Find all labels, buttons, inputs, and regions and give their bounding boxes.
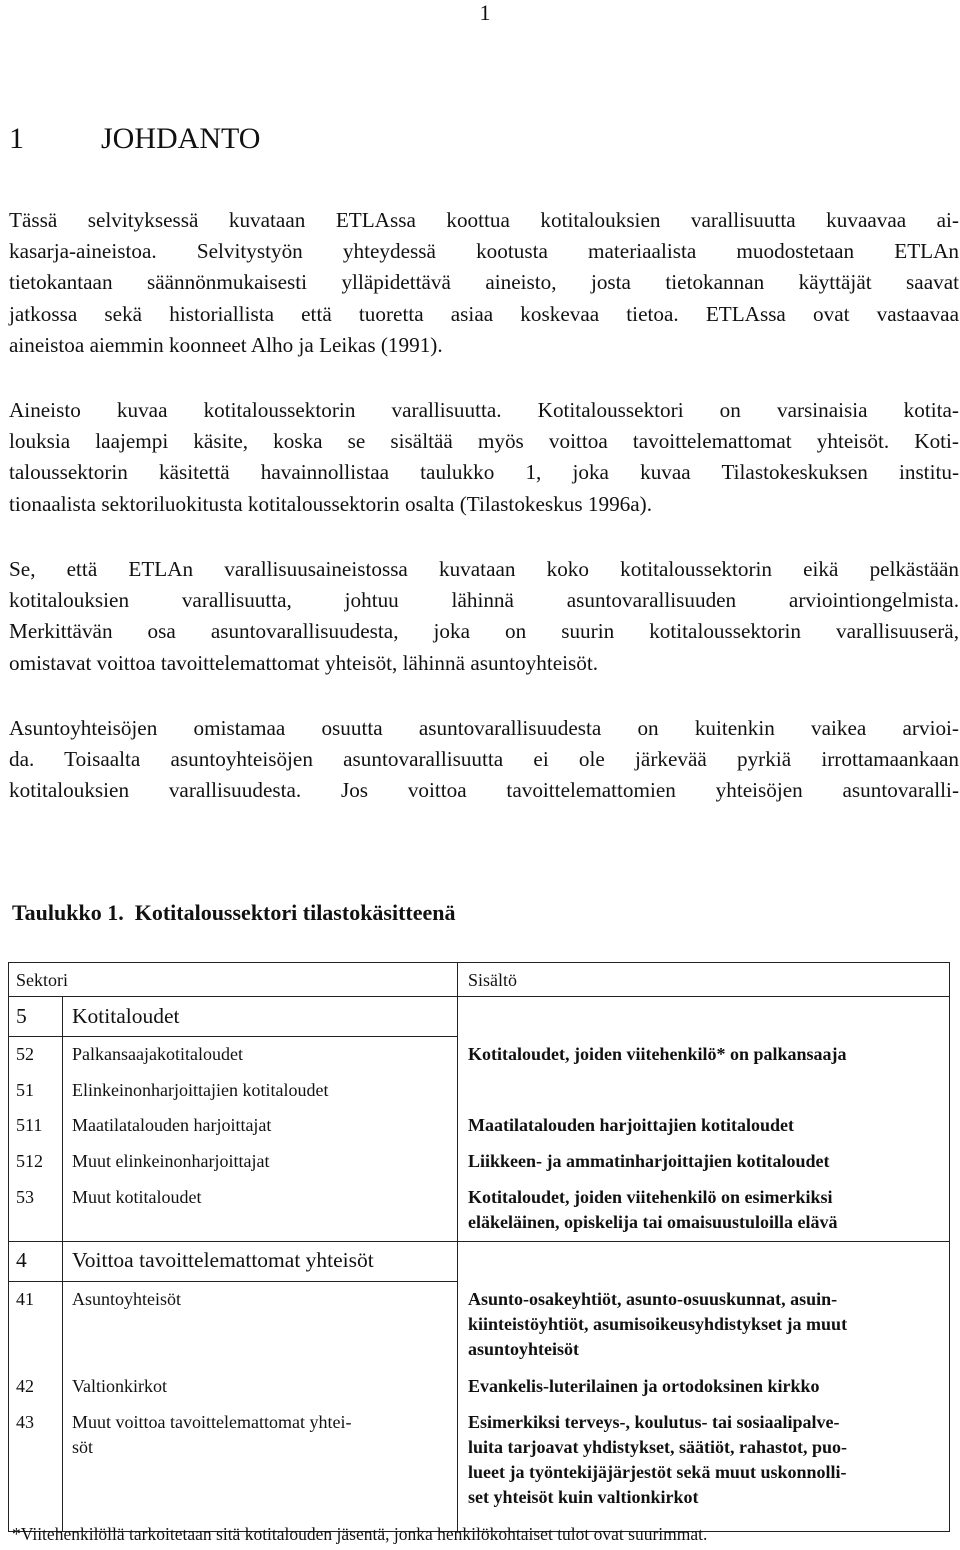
text-line: taloussektorin käsitettä havainnollistaa taulukko 1, joka kuvaa Tilastokeskuksen institu- xyxy=(9,460,959,485)
paragraph-2 xyxy=(9,395,959,520)
row-code: 53 xyxy=(16,1187,34,1207)
row-name: Muut elinkeinonharjoittajat xyxy=(72,1151,270,1171)
column-divider xyxy=(62,996,63,1532)
text-line: tietokantaan säännönmukaisesti ylläpidettävä aineisto, josta tietokannan käyttäjät saavat xyxy=(9,270,959,295)
row-content: eläkeläinen, opiskelija tai omaisuustuloilla elävä xyxy=(468,1212,838,1232)
table-title: Taulukko 1. Kotitaloussektori tilastokäsitteenä xyxy=(12,900,456,925)
row-name: Muut voittoa tavoittelemattomat yhtei- xyxy=(72,1412,352,1432)
chapter-number: 1 xyxy=(9,122,24,155)
paragraph-1 xyxy=(9,205,959,361)
row-content: kiinteistöyhtiöt, asumisoikeusyhdistykset ja muut xyxy=(468,1314,848,1334)
text-line: kasarja-aineistoa. Selvitystyön yhteydessä kootusta materiaalista muodostetaan ETLAn xyxy=(9,239,959,264)
chapter-title: JOHDANTO xyxy=(101,122,261,155)
header-content: Sisältö xyxy=(468,970,518,990)
row-content: lueet ja työntekijäjärjestöt sekä muut uskonnolli- xyxy=(468,1462,847,1482)
row-content: luita tarjoavat yhdistykset, säätiöt, rahastot, puo- xyxy=(468,1437,848,1457)
row-content: Maatilatalouden harjoittajien kotitaloudet xyxy=(468,1115,794,1135)
row-content: Asunto-osakeyhtiöt, asunto-osuuskunnat, asuin- xyxy=(468,1289,838,1309)
paragraph-4 xyxy=(9,713,959,807)
row-code: 512 xyxy=(16,1151,43,1171)
row-content: Liikkeen- ja ammatinharjoittajien kotitaloudet xyxy=(468,1151,830,1171)
text-line: tionaalista sektoriluokitusta kotitaloussektorin osalta (Tilastokeskus 1996a). xyxy=(9,491,653,516)
row-name: Voittoa tavoittelemattomat yhteisöt xyxy=(72,1248,374,1272)
row-code: 4 xyxy=(16,1248,27,1272)
row-code: 5 xyxy=(16,1004,27,1028)
table-footnote: *Viitehenkilöllä tarkoitetaan sitä kotitalouden jäsentä, jonka henkilökohtaiset tulot ovat suurimmat. xyxy=(12,1524,708,1544)
row-content: Evankelis-luterilainen ja ortodoksinen kirkko xyxy=(468,1376,820,1396)
text-line: Se, että ETLAn varallisuusaineistossa kuvataan koko kotitaloussektorin eikä pelkästään xyxy=(9,557,959,581)
text-line: Aineisto kuvaa kotitaloussektorin varallisuutta. Kotitaloussektori on varsinaisia kotita- xyxy=(9,398,959,422)
chapter-heading xyxy=(9,122,260,156)
paragraph-3 xyxy=(9,554,959,679)
header-sector: Sektori xyxy=(16,970,68,990)
row-code: 52 xyxy=(16,1044,34,1064)
row-content: set yhteisöt kuin valtionkirkot xyxy=(468,1487,699,1507)
row-content: Kotitaloudet, joiden viitehenkilö on esimerkiksi xyxy=(468,1187,833,1207)
page-number: 1 xyxy=(479,0,491,25)
row-code: 42 xyxy=(16,1376,34,1396)
row-code: 43 xyxy=(16,1412,34,1432)
row-name: Asuntoyhteisöt xyxy=(72,1289,182,1309)
row-name: Valtionkirkot xyxy=(72,1376,167,1396)
header-divider xyxy=(8,996,950,997)
row-name: Palkansaajakotitaloudet xyxy=(72,1044,243,1064)
row-divider xyxy=(8,1036,457,1037)
row-code: 51 xyxy=(16,1080,34,1100)
row-content: asuntoyhteisöt xyxy=(468,1339,580,1359)
text-line: Asuntoyhteisöjen omistamaa osuutta asuntovarallisuudesta on kuitenkin vaikea arvioi- xyxy=(9,716,959,740)
text-line: Tässä selvityksessä kuvataan ETLAssa koottua kotitalouksien varallisuutta kuvaavaa ai- xyxy=(9,208,959,232)
row-content: Kotitaloudet, joiden viitehenkilö* on palkansaaja xyxy=(468,1044,847,1064)
text-line: da. Toisaalta asuntoyhteisöjen asuntovarallisuutta ei ole järkevää pyrkiä irrottamaankaan xyxy=(9,747,959,772)
row-content: Esimerkiksi terveys-, koulutus- tai sosiaalipalve- xyxy=(468,1412,840,1432)
text-line: aineistoa aiemmin koonneet Alho ja Leikas (1991). xyxy=(9,332,443,357)
row-divider xyxy=(8,1281,457,1282)
row-name: Muut kotitaloudet xyxy=(72,1187,202,1207)
text-line: kotitalouksien varallisuudesta. Jos voittoa tavoittelemattomien yhteisöjen asuntovaralli- xyxy=(9,778,959,803)
text-line: jatkossa sekä historiallista että tuoretta asiaa koskevaa tietoa. ETLAssa ovat vastaavaa xyxy=(9,301,959,326)
text-line: louksia laajempi käsite, koska se sisältää myös voittoa tavoittelemattomat yhteisöt. Koti- xyxy=(9,429,959,454)
row-name: Kotitaloudet xyxy=(72,1004,180,1028)
row-divider xyxy=(8,1241,950,1242)
text-line: kotitalouksien varallisuutta, johtuu lähinnä asuntovarallisuuden arviointiongelmista. xyxy=(9,588,959,613)
row-name: Maatilatalouden harjoittajat xyxy=(72,1115,272,1135)
row-name: Elinkeinonharjoittajien kotitaloudet xyxy=(72,1080,329,1100)
column-divider xyxy=(457,962,458,1532)
text-line: omistavat voittoa tavoittelemattomat yhteisöt, lähinnä asuntoyhteisöt. xyxy=(9,650,599,675)
row-code: 511 xyxy=(16,1115,43,1135)
row-name: söt xyxy=(72,1437,94,1457)
row-code: 41 xyxy=(16,1289,34,1309)
text-line: Merkittävän osa asuntovarallisuudesta, joka on suurin kotitaloussektorin varallisuuserä, xyxy=(9,619,959,644)
